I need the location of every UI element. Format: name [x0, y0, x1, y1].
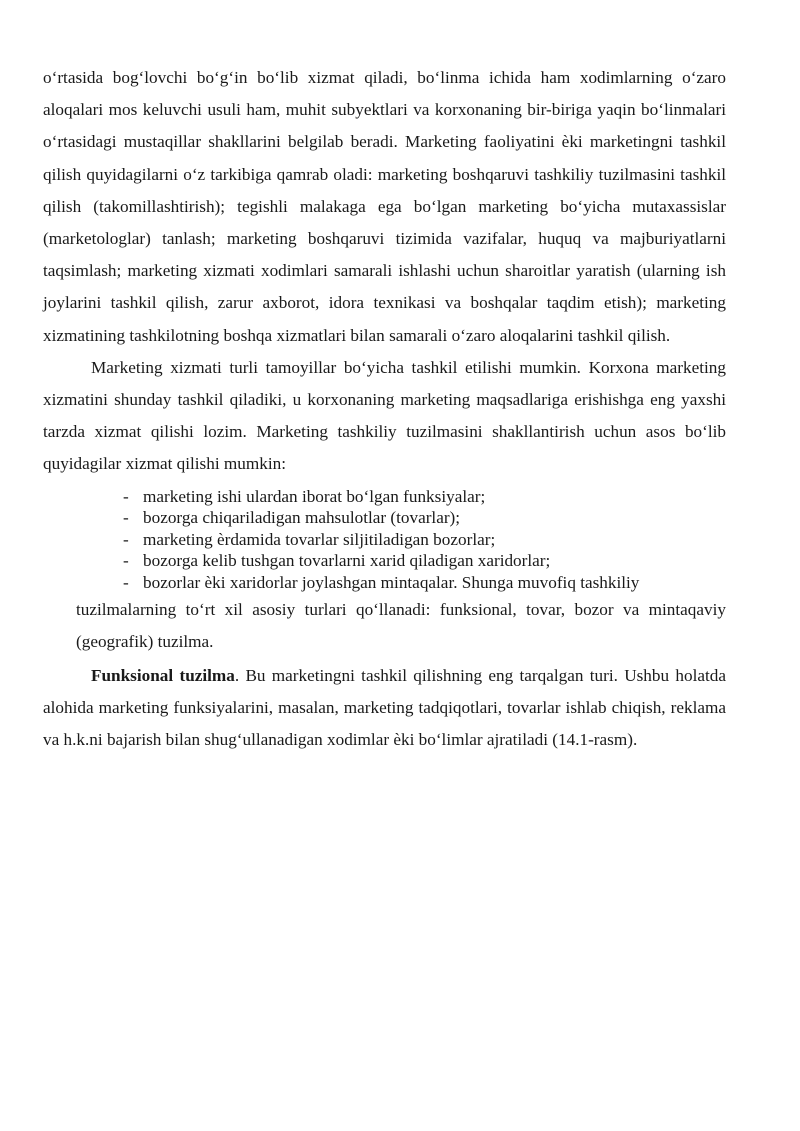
list-item: [43, 529, 726, 551]
list-dash: -: [123, 508, 129, 528]
list-dash: -: [123, 486, 129, 506]
list-item-text: marketing ishi ulardan iborat bo‘lgan funksiyalar;: [143, 486, 486, 506]
list-item: [43, 550, 726, 572]
list-dash: -: [123, 529, 129, 549]
paragraph-2: Marketing xizmati turli tamoyillar bo‘yicha tashkil etilishi mumkin. Korxona marketing xizmatini shunday tashkil qiladiki, u korxonaning marketing maqsadlariga erishishga eng yaxshi tarzda xizmat qilishi lozim. Marketing tashkiliy tuzilmasini shakllantirish uchun asos bo‘lib quyidagilar xizmat qilishi mumkin:: [43, 357, 726, 474]
document-page: [43, 62, 726, 757]
list-item-text: bozorga kelib tushgan tovarlarni xarid qiladigan xaridorlar;: [143, 551, 551, 571]
list-dash: -: [123, 573, 129, 593]
paragraph-3-text: . Bu marketingni tashkil qilishning eng tarqalgan turi. Ushbu holatda alohida marketing funksiyalarini, masalan, marketing tadqiqotlari, tovarlar ishlab chiqish, reklama va h.k.ni bajarish bilan shug‘ullanadigan xodimlar èki bo‘limlar ajratiladi (14.1-rasm).: [43, 666, 726, 750]
paragraph-3: [43, 660, 726, 757]
list-item-text: marketing èrdamida tovarlar siljitiladigan bozorlar;: [143, 529, 496, 549]
list-item-text: bozorlar èki xaridorlar joylashgan mintaqalar. Shunga muvofiq tashkiliy: [143, 573, 640, 593]
basis-list: [43, 486, 726, 594]
list-continuation: tuzilmalarning to‘rt xil asosiy turlari qo‘llanadi: funksional, tovar, bozor va mintaqaviy (geografik) tuzilma.: [76, 599, 726, 651]
list-item-text: bozorga chiqariladigan mahsulotlar (tovarlar);: [143, 508, 461, 528]
list-item: [43, 486, 726, 508]
paragraph-1: o‘rtasida bog‘lovchi bo‘g‘in bo‘lib xizmat qiladi, bo‘linma ichida ham xodimlarning o‘zaro aloqalari mos keluvchi usuli ham, muhit subyektlari va korxonaning bir-biriga yaqin bo‘linmalari o‘rtasidagi mustaqillar shakllarini belgilab beradi. Marketing faoliyatini èki marketingni tashkil qilish quyidagilarni o‘z tarkibiga qamrab oladi: marketing boshqaruvi tashkiliy tuzilmasini tashkil qilish (takomillashtirish); tegishli malakaga ega bo‘lgan marketing bo‘yicha mutaxassislar (marketologlar) tanlash; marketing boshqaruvi tizimida vazifalar, huquq va majburiyatlarni taqsimlash; marketing xizmati xodimlari samarali ishlashi uchun sharoitlar yaratish (ularning ish joylarini tashkil qilish, zarur axborot, idora texnikasi va boshqalar taqdim etish); marketing xizmatining tashkilotning boshqa xizmatlari bilan samarali o‘zaro aloqalarini tashkil qilish.: [43, 68, 726, 345]
section-term: Funksional tuzilma: [91, 666, 235, 686]
list-item: [43, 572, 726, 594]
list-dash: -: [123, 551, 129, 571]
list-item: [43, 507, 726, 529]
